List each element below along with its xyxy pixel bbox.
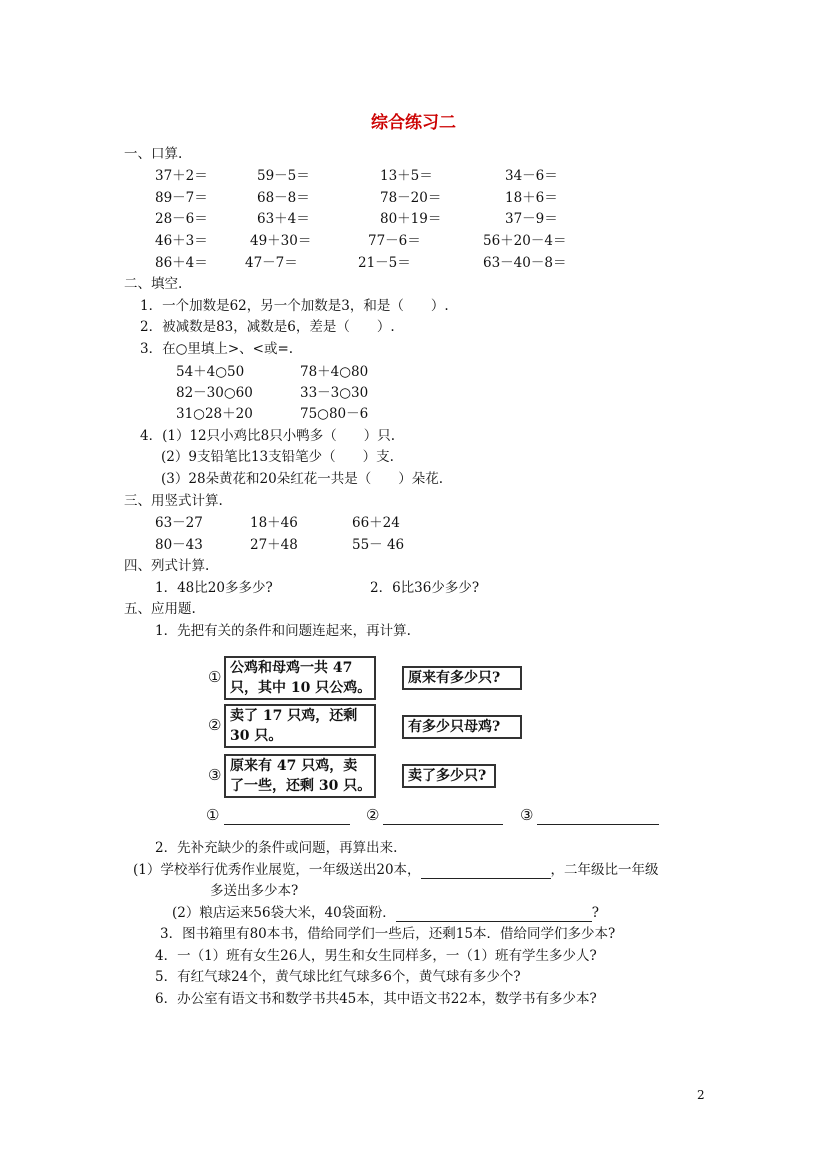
question-box-2[interactable]: 有多少只母鸡? [402, 715, 522, 739]
app-question-4: 4．一（1）班有女生26人，男生和女生同样多，一（1）班有学生多少人? [155, 948, 597, 964]
fill-question-2: 2．被减数是83，减数是6，差是（ ）. [140, 319, 395, 335]
compare-item: 75○80－6 [300, 406, 369, 422]
vertical-calc-item: 27＋48 [250, 537, 298, 553]
section-5-heading: 五、应用题. [124, 601, 196, 617]
oral-item: 59－5＝ [257, 168, 310, 184]
oral-item: 80＋19＝ [380, 211, 442, 227]
section-4-heading: 四、列式计算. [124, 558, 210, 574]
oral-item: 34－6＝ [505, 168, 558, 184]
condition-line: 原来有 47 只鸡，卖 [230, 758, 358, 774]
condition-box-1[interactable] [224, 656, 376, 700]
compare-item: 54＋4○50 [176, 364, 245, 380]
vertical-calc-item: 55－ 46 [352, 537, 405, 553]
formula-question-2: 2．6比36少多少? [370, 580, 480, 596]
oral-item: 86＋4＝ [155, 255, 208, 271]
section-1-heading: 一、口算. [124, 146, 183, 162]
oral-item: 89－7＝ [155, 190, 208, 206]
oral-item: 78－20＝ [380, 190, 442, 206]
app-question-6: 6．办公室有语文书和数学书共45本，其中语文书22本，数学书有多少本? [155, 991, 597, 1007]
formula-question-1: 1．48比20多多少? [155, 580, 273, 596]
app-question-2b [172, 904, 599, 922]
vertical-calc-item: 63－27 [155, 515, 203, 531]
app-question-1: 1．先把有关的条件和问题连起来，再计算. [155, 623, 411, 639]
fill-question-3: 3．在○里填上>、<或=. [140, 341, 294, 357]
oral-item: 49＋30＝ [250, 233, 312, 249]
oral-item: 46＋3＝ [155, 233, 208, 249]
q2b-text-before: (2）粮店运来56袋大米，40袋面粉． [172, 905, 396, 921]
answer-line-1[interactable] [224, 810, 350, 825]
oral-item: 37－9＝ [505, 211, 558, 227]
app-question-2a-line2: 多送出多少本? [210, 883, 299, 899]
oral-item: 77－6＝ [368, 233, 421, 249]
vertical-calc-item: 18＋46 [250, 515, 298, 531]
question-box-3[interactable]: 卖了多少只? [402, 764, 496, 788]
q2b-blank[interactable] [396, 907, 592, 922]
oral-item: 47－7＝ [245, 255, 298, 271]
oral-item: 13＋5＝ [380, 168, 433, 184]
marker-2: ② [208, 716, 222, 734]
vertical-calc-item: 66＋24 [352, 515, 400, 531]
compare-item: 82－30○60 [176, 385, 253, 401]
marker-1: ① [208, 668, 222, 686]
condition-line: 只，其中 10 只公鸡。 [230, 680, 372, 696]
compare-item: 78＋4○80 [300, 364, 369, 380]
page-title: 综合练习二 [371, 113, 456, 133]
q2a-blank[interactable] [421, 864, 551, 879]
answer-marker-1: ① [206, 806, 220, 824]
oral-item: 68－8＝ [257, 190, 310, 206]
question-box-1[interactable]: 原来有多少只? [402, 666, 522, 690]
marker-3: ③ [208, 766, 222, 784]
condition-line: 了一些，还剩 30 只。 [230, 778, 372, 794]
compare-item: 33－3○30 [300, 385, 369, 401]
section-2-heading: 二、填空. [124, 276, 183, 292]
fill-question-1: 1．一个加数是62，另一个加数是3，和是（ ）. [140, 298, 449, 314]
app-question-2a [133, 861, 659, 879]
answer-line-2[interactable] [383, 810, 503, 825]
app-question-3: 3．图书箱里有80本书，借给同学们一些后，还剩15本．借给同学们多少本? [160, 926, 616, 942]
q2a-text-after: ，二年级比一年级 [550, 862, 659, 878]
fill-question-4a: 4．(1）12只小鸡比8只小鸭多（ ）只. [140, 428, 396, 444]
condition-box-2[interactable] [224, 704, 376, 748]
condition-line: 30 只。 [230, 728, 283, 744]
page-number: 2 [697, 1088, 705, 1102]
oral-item: 63＋4＝ [257, 211, 310, 227]
answer-marker-2: ② [366, 806, 380, 824]
answer-marker-3: ③ [520, 806, 534, 824]
compare-item: 31○28＋20 [176, 406, 253, 422]
oral-item: 63－40－8＝ [483, 255, 567, 271]
condition-line: 公鸡和母鸡一共 47 [230, 660, 353, 676]
oral-item: 56＋20－4＝ [483, 233, 567, 249]
app-question-2: 2．先补充缺少的条件或问题，再算出来. [155, 840, 398, 856]
condition-box-3[interactable] [224, 754, 376, 798]
oral-item: 37＋2＝ [155, 168, 208, 184]
q2b-text-after: ? [591, 905, 599, 921]
fill-question-4c: (3）28朵黄花和20朵红花一共是（ ）朵花. [161, 471, 444, 487]
q2a-text-before: (1）学校举行优秀作业展览，一年级送出20本， [133, 862, 421, 878]
answer-line-3[interactable] [537, 810, 659, 825]
fill-question-4b: (2）9支铅笔比13支铅笔少（ ）支. [161, 449, 394, 465]
section-3-heading: 三、用竖式计算. [124, 493, 223, 509]
condition-line: 卖了 17 只鸡，还剩 [230, 708, 358, 724]
oral-item: 21－5＝ [358, 255, 411, 271]
app-question-5: 5．有红气球24个，黄气球比红气球多6个，黄气球有多少个? [155, 969, 521, 985]
oral-item: 18＋6＝ [505, 190, 558, 206]
oral-item: 28－6＝ [155, 211, 208, 227]
vertical-calc-item: 80－43 [155, 537, 203, 553]
